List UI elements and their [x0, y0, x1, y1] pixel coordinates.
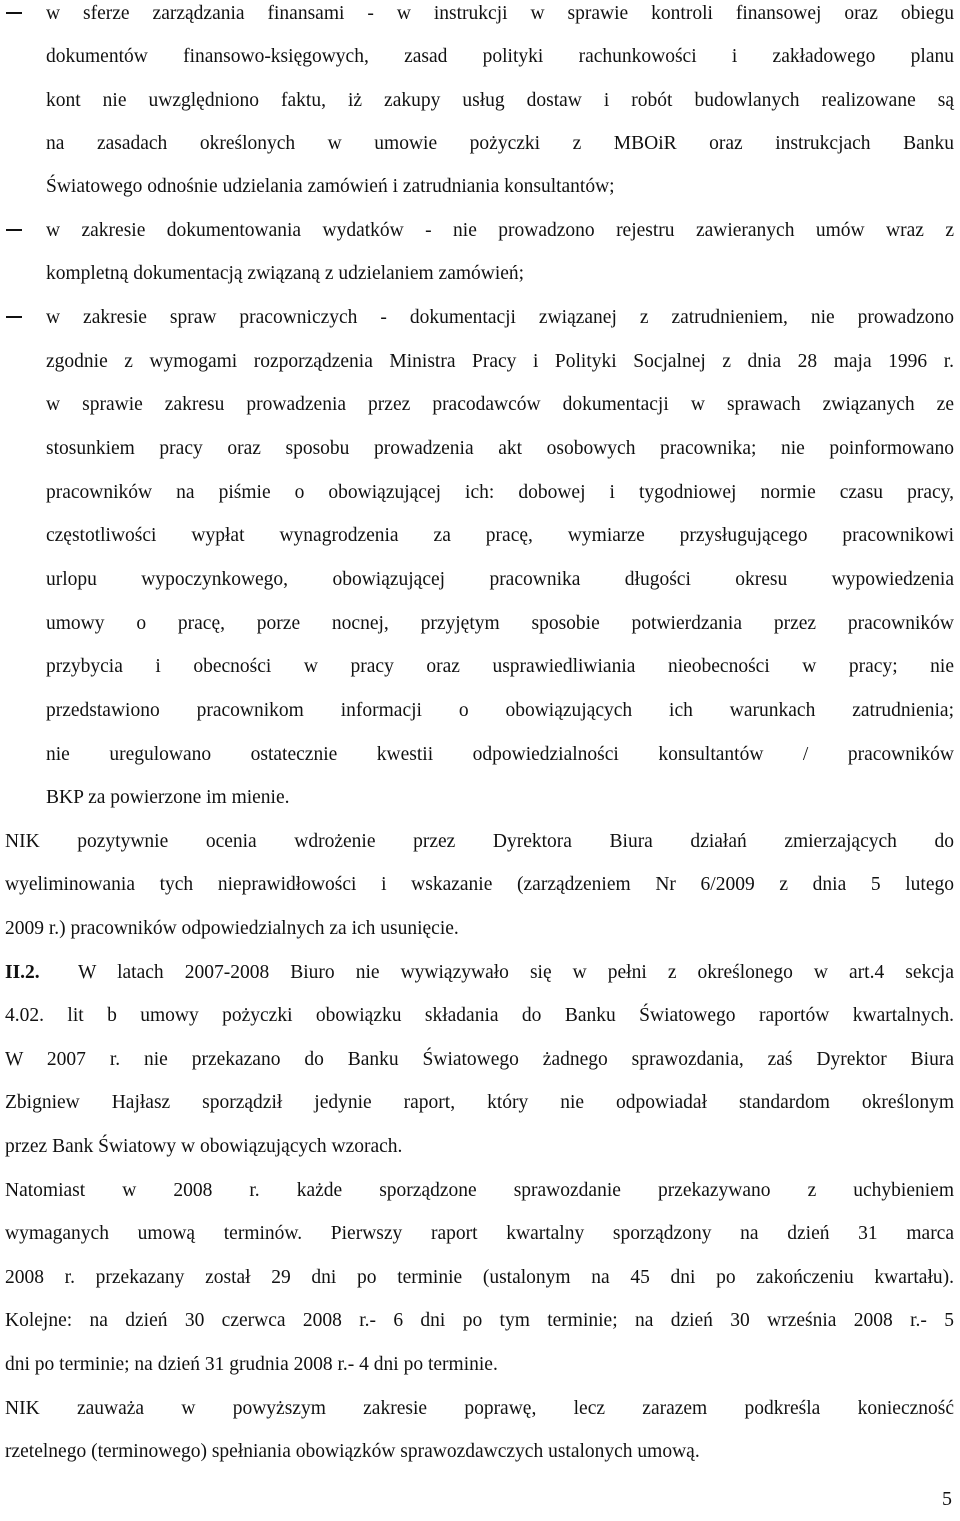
bullet-3-line-1: w zakresie spraw pracowniczych - dokumentacji związanej z zatrudnieniem, nie prowadzono [46, 307, 954, 328]
bullet-1-line-3: kont nie uwzględniono faktu, iż zakupy usług dostaw i robót budowlanych realizowane są [46, 90, 954, 111]
bullet-3-line-3: w sprawie zakresu prowadzenia przez pracodawców dokumentacji w sprawach związanych ze [46, 394, 954, 415]
section-line-4: Zbigniew Hajłasz sporządził jedynie raport, który nie odpowiadał standardom określonym [5, 1092, 954, 1113]
nik-positive-line-1: NIK pozytywnie ocenia wdrożenie przez Dyrektora Biura działań zmierzających do [5, 831, 954, 852]
section-line-5: przez Bank Światowy w obowiązujących wzorach. [5, 1136, 403, 1157]
bullet-1-line-2: dokumentów finansowo-księgowych, zasad polityki rachunkowości i zakładowego planu [46, 46, 954, 67]
nik-notes-line-2: rzetelnego (terminowego) spełniania obowiązków sprawozdawczych ustalonych umową. [5, 1441, 700, 1462]
section-first-line: W latach 2007-2008 Biuro nie wywiązywało się w pełni z określonego w art.4 sekcja [78, 962, 954, 983]
dash-bullet-icon [6, 12, 22, 14]
bullet-3-line-12: BKP za powierzone im mienie. [46, 787, 290, 808]
bullet-1-line-4: na zasadach określonych w umowie pożyczki z MBOiR oraz instrukcjach Banku [46, 133, 954, 154]
p2008-line-5: dni po terminie; na dzień 31 grudnia 2008 r.- 4 dni po terminie. [5, 1354, 498, 1375]
page-number: 5 [942, 1488, 952, 1510]
bullet-3-line-2: zgodnie z wymogami rozporządzenia Ministra Pracy i Polityki Socjalnej z dnia 28 maja 1996 r. [46, 351, 954, 372]
nik-notes-line-1: NIK zauważa w powyższym zakresie poprawę, lecz zarazem podkreśla konieczność [5, 1398, 954, 1419]
dash-bullet-icon [6, 316, 22, 318]
bullet-3-line-7: urlopu wypoczynkowego, obowiązującej pracownika długości okresu wypowiedzenia [46, 569, 954, 590]
bullet-3-line-5: pracowników na piśmie o obowiązującej ich: dobowej i tygodniowej normie czasu pracy, [46, 482, 954, 503]
bullet-3-line-6: częstotliwości wypłat wynagrodzenia za pracę, wymiarze przysługującego pracownikowi [46, 525, 954, 546]
bullet-3-line-4: stosunkiem pracy oraz sposobu prowadzenia akt osobowych pracownika; nie poinformowano [46, 438, 954, 459]
bullet-3-line-11: nie uregulowano ostatecznie kwestii odpowiedzialności konsultantów / pracowników [46, 744, 954, 765]
p2008-line-4: Kolejne: na dzień 30 czerwca 2008 r.- 6 dni po tym terminie; na dzień 30 września 2008 r.- 5 [5, 1310, 954, 1331]
section-line-3: W 2007 r. nie przekazano do Banku Światowego żadnego sprawozdania, zaś Dyrektor Biura [5, 1049, 954, 1070]
section-number: II.2. [5, 962, 40, 983]
p2008-line-3: 2008 r. przekazany został 29 dni po terminie (ustalonym na 45 dni po zakończeniu kwartału). [5, 1267, 954, 1288]
p2008-line-2: wymaganych umową terminów. Pierwszy raport kwartalny sporządzony na dzień 31 marca [5, 1223, 954, 1244]
bullet-2-line-2: kompletną dokumentacją związaną z udzielaniem zamówień; [46, 263, 525, 284]
nik-positive-line-3: 2009 r.) pracowników odpowiedzialnych za ich usunięcie. [5, 918, 459, 939]
bullet-3-line-8: umowy o pracę, porze nocnej, przyjętym sposobie potwierdzania przez pracowników [46, 613, 954, 634]
bullet-2-line-1: w zakresie dokumentowania wydatków - nie prowadzono rejestru zawieranych umów wraz z [46, 220, 954, 241]
bullet-1-line-5: Światowego odnośnie udzielania zamówień i zatrudniania konsultantów; [46, 176, 615, 197]
section-line-2: 4.02. lit b umowy pożyczki obowiązku składania do Banku Światowego raportów kwartalnych. [5, 1005, 954, 1026]
bullet-3-line-10: przedstawiono pracownikom informacji o obowiązujących ich warunkach zatrudnienia; [46, 700, 954, 721]
bullet-3-line-9: przybycia i obecności w pracy oraz usprawiedliwiania nieobecności w pracy; nie [46, 656, 954, 677]
p2008-line-1: Natomiast w 2008 r. każde sporządzone sprawozdanie przekazywano z uchybieniem [5, 1180, 954, 1201]
nik-positive-line-2: wyeliminowania tych nieprawidłowości i wskazanie (zarządzeniem Nr 6/2009 z dnia 5 lutego [5, 874, 954, 895]
dash-bullet-icon [6, 229, 22, 231]
bullet-1-line-1: w sferze zarządzania finansami - w instrukcji w sprawie kontroli finansowej oraz obiegu [46, 3, 954, 24]
